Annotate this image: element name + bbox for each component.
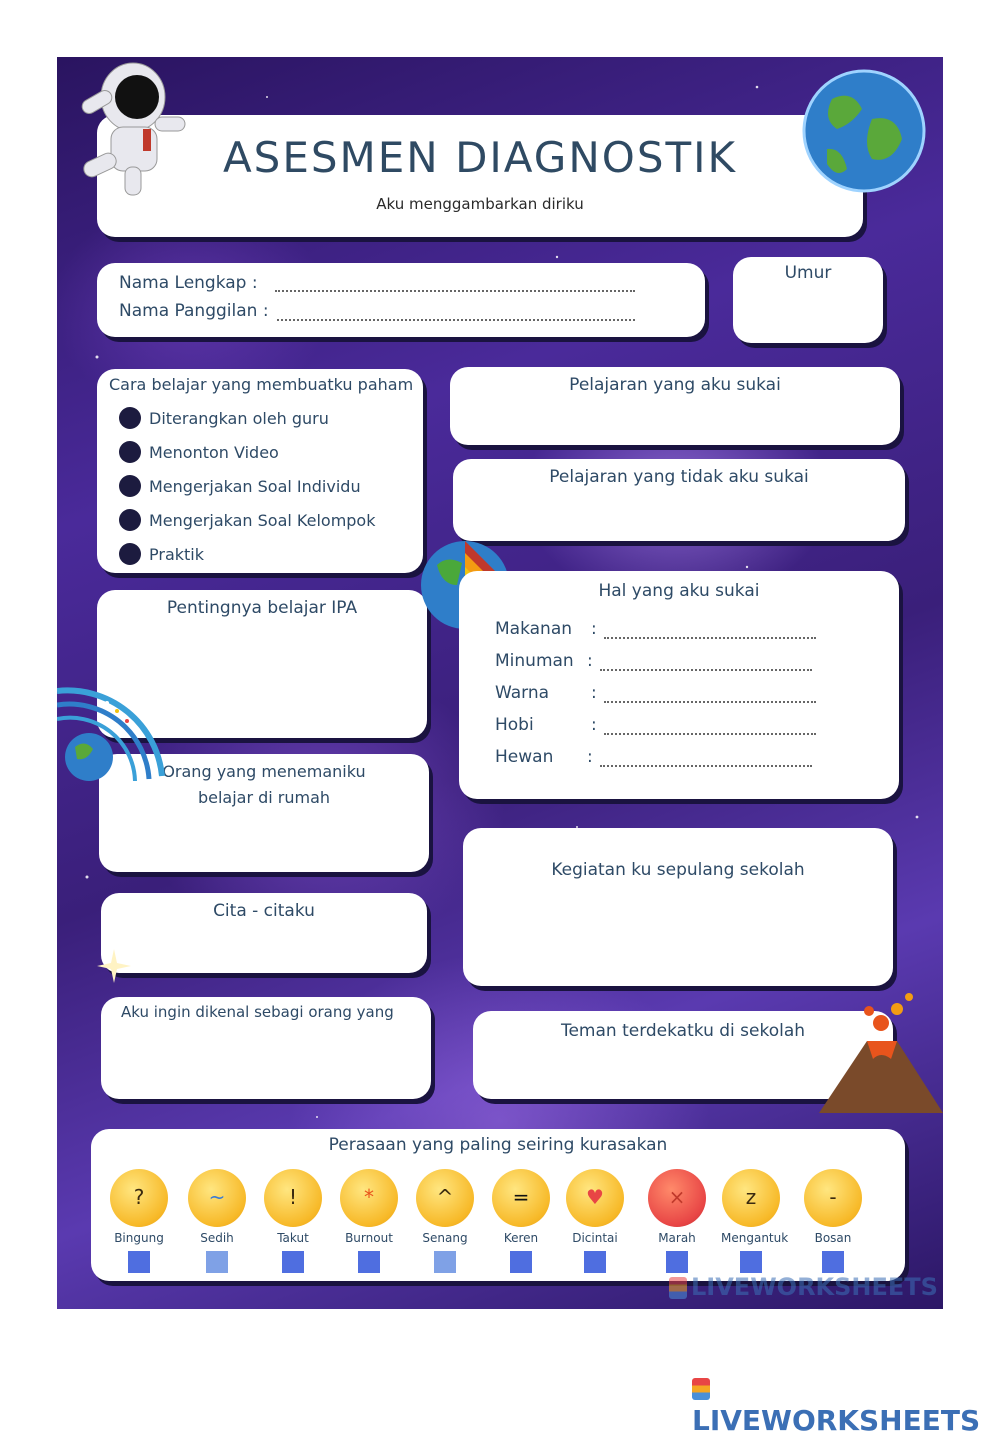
favorite-subject-box[interactable] [450,367,900,445]
likes-box [459,571,899,799]
dream-label: Cita - citaku [213,901,315,921]
feeling-checkbox[interactable] [128,1251,150,1273]
emoji-dicintai-icon: ♥ [566,1169,624,1227]
emoji-keren-icon: = [492,1169,550,1227]
nickname-label: Nama Panggilan : [119,301,269,321]
worksheet [57,57,943,1309]
best-friend-label: Teman terdekatku di sekolah [560,1021,806,1041]
emoji-sedih-icon: ~ [188,1169,246,1227]
emoji-burnout-icon: * [340,1169,398,1227]
learning-option[interactable]: Mengerjakan Soal Kelompok [119,509,375,531]
feeling-item [721,1169,789,1273]
feeling-item [187,1169,247,1273]
feeling-item [491,1169,551,1273]
astronaut-icon [63,57,193,197]
feeling-item [647,1169,707,1273]
likes-label: Warna [495,683,550,703]
feeling-item [565,1169,625,1273]
age-box[interactable] [733,257,883,343]
companion-line1: Orang yang menemaniku [162,762,366,781]
feeling-item [339,1169,399,1273]
feeling-label: Takut [277,1231,309,1245]
feeling-checkbox[interactable] [358,1251,380,1273]
feeling-label: Marah [658,1231,696,1245]
emoji-mengantuk-icon: z [722,1169,780,1227]
watermark-inner: LIVEWORKSHEETS [669,1273,938,1301]
companion-line2: belajar di rumah [197,788,331,807]
disliked-subject-box[interactable] [453,459,905,541]
name-box [97,263,705,337]
likes-separator: : [591,619,597,639]
feeling-label: Burnout [345,1231,393,1245]
nickname-field[interactable] [277,319,635,321]
favorite-subject-label: Pelajaran yang aku sukai [569,375,781,395]
likes-label: Hobi [495,715,534,735]
radio-bullet-icon[interactable] [119,509,141,531]
likes-title: Hal yang aku sukai [598,581,760,601]
feeling-label: Bingung [114,1231,164,1245]
emoji-takut-icon: ! [264,1169,322,1227]
feeling-item [109,1169,169,1273]
liveworksheets-logo-icon [669,1277,687,1299]
feeling-checkbox[interactable] [740,1251,762,1273]
likes-label: Hewan [495,747,554,767]
full-name-field[interactable] [275,290,635,292]
radio-bullet-icon[interactable] [119,475,141,497]
likes-separator: : [587,651,593,671]
volcano-icon [819,989,943,1115]
learning-style-box [97,369,423,573]
feeling-label: Keren [503,1231,539,1245]
animal-field[interactable] [600,765,812,767]
feeling-checkbox[interactable] [584,1251,606,1273]
disliked-subject-label: Pelajaran yang tidak aku sukai [549,467,809,487]
likes-label: Minuman [495,651,574,671]
radio-bullet-icon[interactable] [119,407,141,429]
emoji-bosan-icon: - [804,1169,862,1227]
learning-option[interactable]: Menonton Video [119,441,279,463]
feeling-item [263,1169,323,1273]
radio-bullet-icon[interactable] [119,543,141,565]
after-school-box[interactable] [463,828,893,986]
earth-icon [802,69,927,194]
feeling-label: Senang [422,1231,468,1245]
color-field[interactable] [604,701,816,703]
feeling-checkbox[interactable] [206,1251,228,1273]
feeling-item [803,1169,863,1273]
after-school-label: Kegiatan ku sepulang sekolah [551,860,805,880]
likes-separator: : [591,715,597,735]
feelings-title: Perasaan yang paling seiring kurasakan [328,1135,668,1155]
age-label: Umur [784,263,832,283]
watermark-outer: LIVEWORKSHEETS [692,1371,1000,1437]
learning-option[interactable]: Praktik [119,543,204,565]
likes-separator: : [591,683,597,703]
known-as-box[interactable] [101,997,431,1099]
feelings-box [91,1129,905,1281]
page-subtitle: Aku menggambarkan diriku [376,195,584,213]
feeling-label: Dicintai [572,1231,618,1245]
sparkle-icon [97,949,131,983]
feeling-label: Bosan [814,1231,852,1245]
feeling-checkbox[interactable] [666,1251,688,1273]
feeling-label: Sedih [200,1231,234,1245]
radio-bullet-icon[interactable] [119,441,141,463]
importance-ipa-label: Pentingnya belajar IPA [166,598,358,618]
feeling-checkbox[interactable] [282,1251,304,1273]
page-title: ASESMEN DIAGNOSTIK [222,133,738,182]
learning-option[interactable]: Mengerjakan Soal Individu [119,475,361,497]
full-name-label: Nama Lengkap : [119,273,258,293]
feeling-checkbox[interactable] [510,1251,532,1273]
feeling-checkbox[interactable] [434,1251,456,1273]
dream-box[interactable] [101,893,427,973]
liveworksheets-logo-icon [692,1378,710,1400]
header-box [97,115,863,237]
emoji-senang-icon: ^ [416,1169,474,1227]
learning-style-title: Cara belajar yang membuatku paham [109,375,414,394]
feeling-item [415,1169,475,1273]
drink-field[interactable] [600,669,812,671]
feeling-checkbox[interactable] [822,1251,844,1273]
likes-separator: : [587,747,593,767]
feeling-label: Mengantuk [721,1231,789,1245]
learning-option[interactable]: Diterangkan oleh guru [119,407,329,429]
likes-label: Makanan [495,619,573,639]
emoji-bingung-icon: ? [110,1169,168,1227]
satellite-signal-icon [57,681,177,791]
emoji-marah-icon: × [648,1169,706,1227]
hobby-field[interactable] [604,733,816,735]
food-field[interactable] [604,637,816,639]
known-as-label: Aku ingin dikenal sebagi orang yang [121,1003,394,1021]
